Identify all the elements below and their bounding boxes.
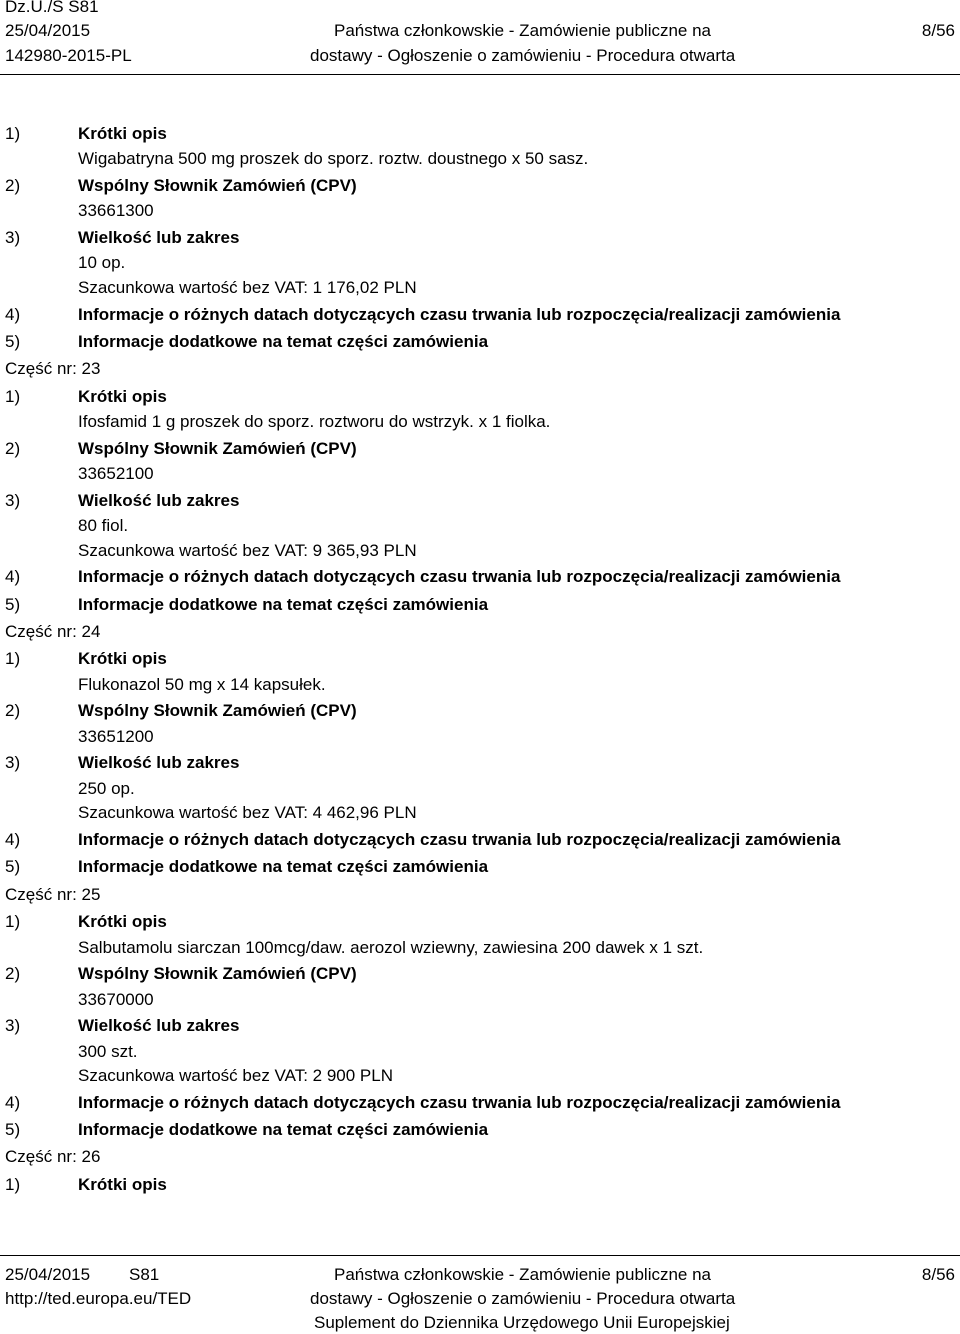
footer-page-number: 8/56 — [921, 1265, 955, 1284]
section-additional-info — [0, 591, 960, 618]
section-dates — [0, 563, 960, 590]
section-cpv — [0, 172, 960, 199]
part-number — [0, 355, 960, 382]
item-number: 2) — [5, 438, 21, 458]
lot-description — [0, 936, 960, 961]
item-number: 1) — [5, 912, 21, 932]
value-text: Szacunkowa wartość bez VAT: 4 462,96 PLN — [78, 803, 417, 823]
part-number-text: Część nr: 25 — [5, 884, 101, 904]
quantity-text: 300 szt. — [78, 1041, 138, 1061]
section-dates — [0, 826, 960, 853]
section-short-description — [0, 645, 960, 672]
item-label: Krótki opis — [78, 912, 167, 932]
document-id: 142980-2015-PL — [5, 46, 132, 65]
value-text: Szacunkowa wartość bez VAT: 1 176,02 PLN — [78, 277, 417, 297]
item-number: 3) — [5, 1016, 21, 1036]
lot-description — [0, 673, 960, 698]
quantity-value — [0, 251, 960, 276]
item-number: 5) — [5, 1120, 21, 1140]
footer-url[interactable]: http://ted.europa.eu/TED — [5, 1289, 192, 1308]
item-label: Wielkość lub zakres — [78, 490, 240, 510]
footer-title-line2: dostawy - Ogłoszenie o zamówieniu - Procedura otwarta — [310, 1289, 736, 1308]
item-label: Krótki opis — [78, 649, 167, 669]
section-short-description — [0, 908, 960, 935]
item-label: Informacje dodatkowe na temat części zamówienia — [78, 331, 489, 351]
document-body — [0, 120, 960, 1198]
cpv-code-text: 33652100 — [78, 464, 154, 484]
part-number-text: Część nr: 24 — [5, 622, 101, 642]
section-short-description — [0, 120, 960, 147]
section-dates — [0, 301, 960, 328]
section-dates — [0, 1089, 960, 1116]
item-label: Informacje o różnych datach dotyczących czasu trwania lub rozpoczęcia/realizacji zamówienia — [78, 567, 841, 587]
item-number: 1) — [5, 124, 21, 143]
item-number: 1) — [5, 649, 21, 669]
item-label: Wielkość lub zakres — [78, 1016, 240, 1036]
part-number — [0, 1143, 960, 1170]
item-number: 2) — [5, 175, 21, 195]
item-label: Informacje o różnych datach dotyczących czasu trwania lub rozpoczęcia/realizacji zamówienia — [78, 1092, 841, 1112]
item-label: Informacje dodatkowe na temat części zamówienia — [78, 857, 489, 877]
item-number: 5) — [5, 594, 21, 614]
quantity-text: 250 op. — [78, 778, 135, 798]
quantity-text: 10 op. — [78, 253, 126, 273]
item-label: Krótki opis — [78, 124, 167, 143]
description-text: Salbutamolu siarczan 100mcg/daw. aerozol wziewny, zawiesina 200 dawek x 1 szt. — [78, 937, 704, 957]
item-number: 5) — [5, 857, 21, 877]
estimated-value — [0, 276, 960, 301]
cpv-code — [0, 988, 960, 1013]
item-label: Wielkość lub zakres — [78, 753, 240, 773]
section-additional-info — [0, 328, 960, 355]
lot-description — [0, 410, 960, 435]
part-number — [0, 618, 960, 645]
footer-title-line3: Suplement do Dziennika Urzędowego Unii Europejskiej — [314, 1313, 730, 1332]
header-divider — [0, 74, 960, 75]
header-page-number: 8/56 — [921, 21, 955, 40]
item-number: 2) — [5, 701, 21, 721]
quantity-value — [0, 514, 960, 539]
cpv-code — [0, 199, 960, 224]
item-label: Informacje dodatkowe na temat części zamówienia — [78, 594, 489, 614]
value-text: Szacunkowa wartość bez VAT: 9 365,93 PLN — [78, 540, 417, 560]
section-short-description — [0, 1171, 960, 1198]
item-number: 4) — [5, 829, 21, 849]
quantity-text: 80 fiol. — [78, 516, 129, 536]
cpv-code-text: 33661300 — [78, 201, 154, 221]
item-number: 4) — [5, 567, 21, 587]
item-label: Informacje o różnych datach dotyczących czasu trwania lub rozpoczęcia/realizacji zamówienia — [78, 304, 841, 324]
item-number: 4) — [5, 304, 21, 324]
part-number-text: Część nr: 26 — [5, 1147, 101, 1167]
item-number: 1) — [5, 386, 21, 406]
item-number: 3) — [5, 227, 21, 247]
section-cpv — [0, 960, 960, 987]
footer-divider — [0, 1255, 960, 1256]
item-label: Krótki opis — [78, 386, 167, 406]
estimated-value — [0, 801, 960, 826]
quantity-value — [0, 1040, 960, 1065]
item-number: 5) — [5, 331, 21, 351]
section-short-description — [0, 383, 960, 410]
item-number: 3) — [5, 490, 21, 510]
section-quantity — [0, 487, 960, 514]
part-number — [0, 881, 960, 908]
header-title-line1: Państwa członkowskie - Zamówienie publiczne na — [334, 21, 712, 40]
value-text: Szacunkowa wartość bez VAT: 2 900 PLN — [78, 1066, 393, 1086]
item-label: Wspólny Słownik Zamówień (CPV) — [78, 701, 357, 721]
item-label: Wspólny Słownik Zamówień (CPV) — [78, 175, 357, 195]
cpv-code-text: 33670000 — [78, 989, 154, 1009]
description-text: Wigabatryna 500 mg proszek do sporz. roztw. doustnego x 50 sasz. — [78, 149, 589, 169]
item-label: Informacje dodatkowe na temat części zamówienia — [78, 1120, 489, 1140]
header-date: 25/04/2015 — [5, 21, 91, 40]
item-number: 3) — [5, 753, 21, 773]
lot-description — [0, 147, 960, 172]
footer-issue: S81 — [129, 1265, 160, 1284]
section-cpv — [0, 697, 960, 724]
cpv-code — [0, 462, 960, 487]
item-number: 2) — [5, 964, 21, 984]
section-cpv — [0, 435, 960, 462]
part-number-text: Część nr: 23 — [5, 359, 101, 379]
footer-title-line1: Państwa członkowskie - Zamówienie publiczne na — [334, 1265, 712, 1284]
item-label: Wspólny Słownik Zamówień (CPV) — [78, 964, 357, 984]
item-label: Wspólny Słownik Zamówień (CPV) — [78, 438, 357, 458]
section-additional-info — [0, 1116, 960, 1143]
description-text: Flukonazol 50 mg x 14 kapsułek. — [78, 674, 326, 694]
item-label: Wielkość lub zakres — [78, 227, 240, 247]
item-label: Krótki opis — [78, 1174, 167, 1194]
item-number: 1) — [5, 1174, 21, 1194]
item-number: 4) — [5, 1092, 21, 1112]
section-quantity — [0, 749, 960, 776]
cpv-code — [0, 725, 960, 750]
cpv-code-text: 33651200 — [78, 726, 154, 746]
quantity-value — [0, 777, 960, 802]
footer-date: 25/04/2015 — [5, 1265, 91, 1284]
description-text: Ifosfamid 1 g proszek do sporz. roztworu do wstrzyk. x 1 fiolka. — [78, 412, 551, 432]
header-title-line2: dostawy - Ogłoszenie o zamówieniu - Procedura otwarta — [310, 46, 736, 65]
journal-ref: Dz.U./S S81 — [5, 0, 99, 16]
section-quantity — [0, 224, 960, 251]
estimated-value — [0, 539, 960, 564]
estimated-value — [0, 1064, 960, 1089]
section-additional-info — [0, 853, 960, 880]
section-quantity — [0, 1012, 960, 1039]
item-label: Informacje o różnych datach dotyczących czasu trwania lub rozpoczęcia/realizacji zamówienia — [78, 829, 841, 849]
